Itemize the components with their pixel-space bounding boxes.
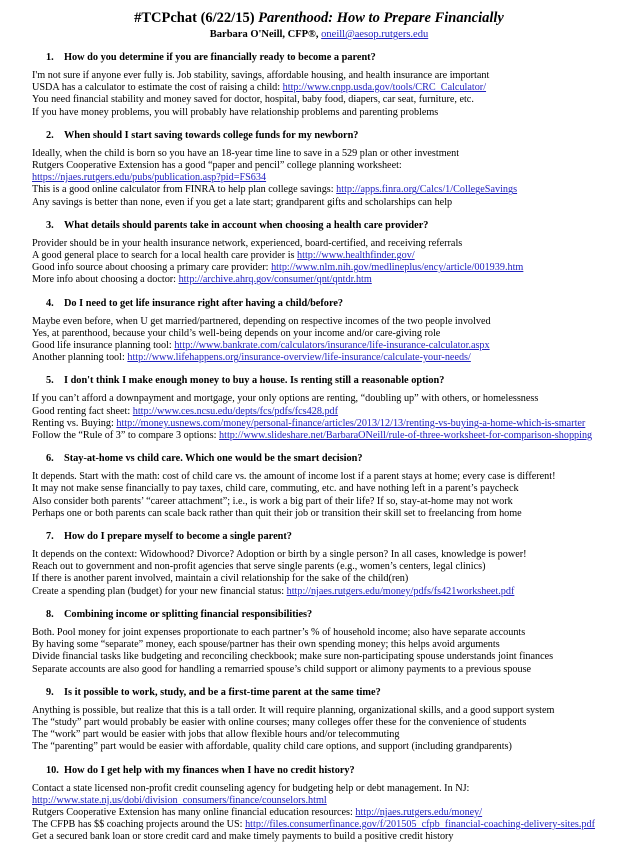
answer-text: Good life insurance planning tool:: [32, 340, 175, 352]
answer-text: If you can’t afford a downpayment and mortgage, your only options are renting, “doubling up” with others, or homelessness: [32, 393, 539, 405]
answer-text: Create a spending plan (budget) for your new financial status:: [32, 585, 287, 597]
page-title: [6, 10, 632, 27]
question-number: 4.: [46, 297, 54, 309]
question-heading: [46, 129, 632, 142]
question-heading: [46, 452, 632, 465]
question-text: When should I start saving towards college funds for my newborn?: [64, 129, 359, 141]
answer-text: Reach out to government and non-profit agencies that serve single parents (e.g., women’s centers, legal clinics): [32, 561, 486, 573]
question-heading: [46, 686, 632, 699]
answer-text: If you have money problems, you will probably have relationship problems and parenting problems: [32, 106, 439, 118]
author-name: Barbara O'Neill, CFP®,: [209, 29, 319, 40]
qa-sections: [32, 51, 632, 844]
qa-section: [32, 764, 632, 844]
answer-text: Good renting fact sheet:: [32, 405, 133, 417]
answer-text: It may not make sense financially to pay taxes, child care, commuting, etc. and have nothing left in a parent’s paycheck: [32, 483, 519, 495]
resource-link[interactable]: http://apps.finra.org/Calcs/1/CollegeSavings: [336, 184, 518, 196]
answer-line: [32, 430, 632, 442]
answer-line: [32, 508, 632, 520]
question-heading: [46, 51, 632, 64]
resource-link[interactable]: http://www.nlm.nih.gov/medlineplus/ency/article/001939.htm: [271, 262, 524, 274]
resource-link[interactable]: http://www.slideshare.net/BarbaraONeill/rule-of-three-worksheet-for-comparison-shopping: [219, 430, 593, 442]
question-heading: [46, 219, 632, 232]
answer-text: A good general place to search for a local health care provider is: [32, 250, 298, 262]
question-heading: [46, 530, 632, 543]
answer-line: [32, 831, 632, 843]
answer-line: [32, 639, 632, 651]
answer-text: By having some “separate” money, each spouse/partner has their own spending money; this helps avoid arguments: [32, 639, 500, 651]
answer-line: [32, 328, 632, 340]
answer-text: Renting vs. Buying:: [32, 417, 117, 429]
answer-text: Yes, at parenthood, because your child’s well-being depends on your income and/or care-giving role: [32, 327, 441, 339]
answer-line: [32, 316, 632, 328]
answer-line: [32, 82, 632, 94]
answer-line: [32, 483, 632, 495]
resource-link[interactable]: https://njaes.rutgers.edu/pubs/publication.asp?pid=FS634: [32, 172, 267, 184]
question-text: What details should parents take in account when choosing a health care provider?: [64, 219, 429, 231]
answer-block: [32, 393, 632, 442]
answer-line: [32, 148, 632, 160]
question-heading: [46, 374, 632, 387]
question-text: Do I need to get life insurance right after having a child/before?: [64, 297, 344, 309]
question-number: 3.: [46, 219, 54, 231]
resource-link[interactable]: http://njaes.rutgers.edu/money/: [355, 806, 483, 818]
resource-link[interactable]: http://www.state.nj.us/dobi/division_consumers/finance/counselors.html: [32, 794, 327, 806]
answer-line: [32, 549, 632, 561]
answer-line: [32, 393, 632, 405]
question-number: 2.: [46, 129, 54, 141]
resource-link[interactable]: http://money.usnews.com/money/personal-finance/articles/2013/12/13/renting-vs-buying-a-home-which-is-smarter: [116, 417, 586, 429]
answer-text: Perhaps one or both parents can scale back rather than quit their job or transition their skill set to freelancing from home: [32, 507, 522, 519]
answer-line: [32, 496, 632, 508]
resource-link[interactable]: http://files.consumerfinance.gov/f/201505_cfpb_financial-coaching-delivery-sites.pdf: [245, 819, 596, 831]
answer-text: Maybe even before, when U get married/partnered, depending on respective incomes of the two people involved: [32, 315, 491, 327]
qa-section: [32, 452, 632, 520]
question-heading: [46, 764, 632, 777]
question-text: How do I get help with my finances when I have no credit history?: [64, 764, 355, 776]
qa-section: [32, 608, 632, 676]
answer-line: [32, 627, 632, 639]
question-heading: [46, 297, 632, 310]
answer-text: The “study” part would probably be easier with online courses; many colleges offer these for the convenience of students: [32, 716, 527, 728]
answer-text: It depends. Start with the math: cost of child care vs. the amount of income lost if a parent stays at home; every case is different!: [32, 471, 556, 483]
answer-text: USDA has a calculator to estimate the cost of raising a child:: [32, 82, 283, 94]
answer-text: Rutgers Cooperative Extension has many online financial education resources:: [32, 806, 356, 818]
byline: [6, 28, 632, 41]
answer-text: This is a good online calculator from FINRA to help plan college savings:: [32, 184, 337, 196]
answer-text: The “work” part would be easier with jobs that allow flexible hours and/or telecommuting: [32, 729, 400, 741]
answer-text: Both. Pool money for joint expenses proportionate to each partner’s % of household income; also have separate accounts: [32, 626, 526, 638]
answer-text: Divide financial tasks like budgeting and reconciling checkbook; make sure non-participating spouse understands joint finances: [32, 651, 554, 663]
answer-line: [32, 70, 632, 82]
answer-line: [32, 197, 632, 209]
answer-block: [32, 238, 632, 287]
answer-text: Good info source about choosing a primary care provider:: [32, 262, 272, 274]
answer-line: [32, 586, 632, 598]
answer-text: Follow the “Rule of 3” to compare 3 options:: [32, 430, 220, 442]
answer-line: [32, 741, 632, 753]
question-number: 6.: [46, 453, 54, 465]
answer-text: Rutgers Cooperative Extension has a good “paper and pencil” college planning worksheet:: [32, 160, 402, 172]
answer-line: [32, 717, 632, 729]
question-number: 8.: [46, 608, 54, 620]
answer-text: Provider should be in your health insurance network, experienced, board-certified, and receiving referrals: [32, 237, 463, 249]
answer-block: [32, 316, 632, 365]
question-number: 7.: [46, 531, 54, 543]
answer-line: [32, 651, 632, 663]
question-text: How do I prepare myself to become a single parent?: [64, 531, 292, 543]
answer-line: [32, 471, 632, 483]
answer-block: [32, 70, 632, 119]
answer-block: [32, 783, 632, 844]
answer-text: It depends on the context: Widowhood? Divorce? Adoption or birth by a single person? In all cases, knowledge is power!: [32, 549, 527, 561]
resource-link[interactable]: http://www.ces.ncsu.edu/depts/fcs/pdfs/fcs428.pdf: [132, 405, 339, 417]
question-text: Is it possible to work, study, and be a first-time parent at the same time?: [64, 686, 381, 698]
answer-text: Another planning tool:: [32, 352, 128, 364]
title-main: #TCPchat (6/22/15): [134, 10, 255, 26]
question-text: I don't think I make enough money to buy a house. Is renting still a reasonable option?: [64, 375, 445, 387]
answer-line: [32, 783, 632, 795]
answer-line: [32, 184, 632, 196]
answer-block: [32, 549, 632, 598]
answer-text: Anything is possible, but realize that this is a tall order. It will require planning, organizational skills, and a good support system: [32, 704, 555, 716]
answer-line: [32, 172, 632, 184]
answer-block: [32, 627, 632, 676]
answer-block: [32, 148, 632, 209]
answer-line: [32, 274, 632, 286]
answer-line: [32, 819, 632, 831]
qa-section: [32, 686, 632, 754]
answer-line: [32, 238, 632, 250]
answer-line: [32, 160, 632, 172]
answer-text: Get a secured bank loan or store credit card and make timely payments to build a positive credit history: [32, 831, 454, 843]
question-number: 5.: [46, 375, 54, 387]
resource-link[interactable]: http://www.bankrate.com/calculators/insurance/life-insurance-calculator.aspx: [174, 340, 490, 352]
answer-text: Separate accounts are also good for handling a remarried spouse’s child support or alimony payments to a previous spouse: [32, 663, 532, 675]
answer-line: [32, 729, 632, 741]
author-email-link[interactable]: oneill@aesop.rutgers.edu: [321, 29, 429, 40]
answer-text: More info about choosing a doctor:: [32, 274, 179, 286]
answer-line: [32, 107, 632, 119]
answer-text: The CFPB has $$ coaching projects around the US:: [32, 819, 246, 831]
question-text: Stay-at-home vs child care. Which one would be the smart decision?: [64, 453, 363, 465]
answer-line: [32, 664, 632, 676]
resource-link[interactable]: http://www.healthfinder.gov/: [297, 250, 415, 262]
answer-text: Ideally, when the child is born so you have an 18-year time line to save in a 529 plan or other investment: [32, 147, 460, 159]
answer-line: [32, 795, 632, 807]
question-number: 1.: [46, 52, 54, 63]
answer-line: [32, 406, 632, 418]
answer-block: [32, 471, 632, 520]
qa-section: [32, 530, 632, 598]
answer-block: [32, 705, 632, 754]
answer-text: You need financial stability and money saved for doctor, hospital, baby food, diapers, car seat, furniture, etc.: [32, 94, 474, 106]
answer-line: [32, 352, 632, 364]
qa-section: [32, 374, 632, 442]
question-number: 10.: [46, 764, 59, 776]
title-subtitle: Parenthood: How to Prepare Financially: [258, 10, 504, 26]
answer-line: [32, 573, 632, 585]
answer-line: [32, 94, 632, 106]
qa-section: [32, 219, 632, 287]
answer-line: [32, 340, 632, 352]
answer-text: If there is another parent involved, maintain a civil relationship for the sake of the child(ren): [32, 573, 409, 585]
answer-line: [32, 807, 632, 819]
resource-link[interactable]: http://www.cnpp.usda.gov/tools/CRC_Calculator/: [282, 82, 487, 94]
answer-line: [32, 250, 632, 262]
answer-text: Any savings is better than none, even if you get a late start; grandparent gifts and scholarships can help: [32, 196, 453, 208]
answer-line: [32, 418, 632, 430]
qa-section: [32, 51, 632, 119]
qa-section: [32, 129, 632, 209]
question-heading: [46, 608, 632, 621]
question-text: How do you determine if you are financially ready to become a parent?: [64, 52, 376, 63]
resource-link[interactable]: http://archive.ahrq.gov/consumer/qnt/qntdr.htm: [178, 274, 372, 286]
resource-link[interactable]: http://njaes.rutgers.edu/money/pdfs/fs421worksheet.pdf: [286, 585, 515, 597]
answer-text: I'm not sure if anyone ever fully is. Job stability, savings, affordable housing, and health insurance are important: [32, 70, 490, 81]
resource-link[interactable]: http://www.lifehappens.org/insurance-overview/life-insurance/calculate-your-needs/: [127, 352, 471, 364]
question-text: Combining income or splitting financial responsibilities?: [64, 608, 313, 620]
answer-text: The “parenting” part would be easier with affordable, quality child care options, and support (including grandparents): [32, 741, 512, 753]
answer-line: [32, 262, 632, 274]
answer-text: Also consider both parents’ “career attachment”; i.e., is work a big part of their life? If so, stay-at-home may not work: [32, 495, 513, 507]
answer-line: [32, 705, 632, 717]
answer-text: Contact a state licensed non-profit credit counseling agency for budgeting help or debt management. In NJ:: [32, 782, 470, 794]
question-number: 9.: [46, 686, 54, 698]
qa-section: [32, 297, 632, 365]
answer-line: [32, 561, 632, 573]
